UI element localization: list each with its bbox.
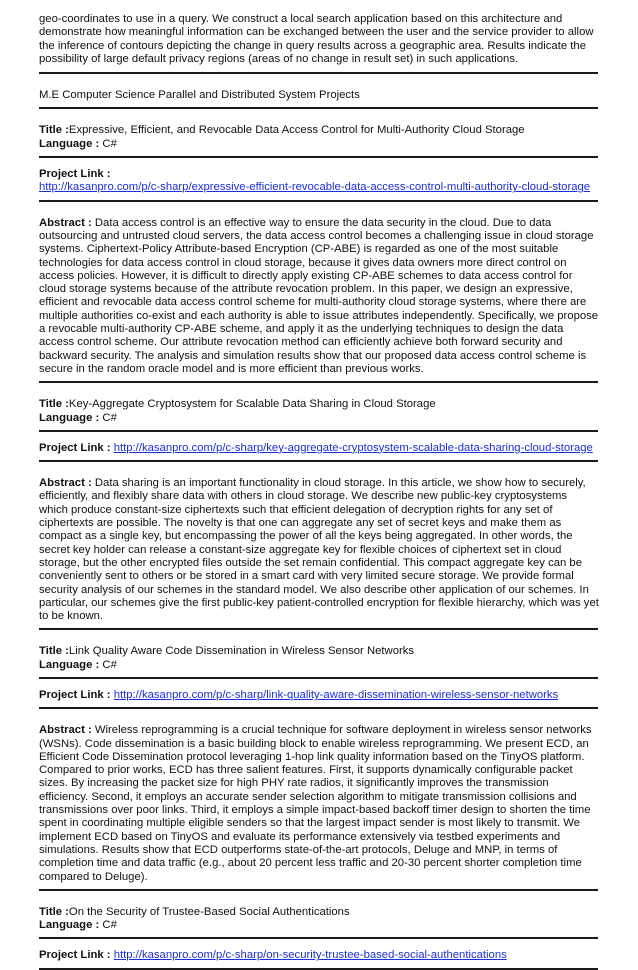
- document-page: [39, 13, 599, 970]
- intro-paragraph: geo-coordinates to use in a query. We construct a local search application based on this architecture and demonstrate how meaningful information can be exchanged between the user and the service provider to allow the inference of contours depicting the change in query results across a geographic area. Results indicate the possibility of large default privacy regions (areas of no change in result set) in such applications.: [39, 13, 594, 65]
- project-title-line: [39, 398, 599, 411]
- abstract-label: Abstract :: [39, 216, 92, 229]
- language-label: Language :: [39, 137, 100, 150]
- title-label: Title :: [39, 645, 69, 658]
- project-link[interactable]: http://kasanpro.com/p/c-sharp/expressive-efficient-revocable-data-access-control-multi-authority-cloud-storage: [39, 181, 591, 194]
- project-link-label: Project Link :: [39, 441, 111, 454]
- project-link-block: [39, 168, 599, 195]
- abstract-text: Data sharing is an important functionality in cloud storage. In this article, we show how to securely, efficiently, and flexibly share data with others in cloud storage. We describe new public-key cryptosystems which produce constant-size ciphertexts such that efficient delegation of decryption rights for any set of ciphertexts are possible. The novelty is that one can aggregate any set of secret keys and make them as compact as a single key, but encompassing the power of all the keys being aggregated. In other words, the secret key holder can release a constant-size aggregate key for flexible choices of ciphertext set in cloud storage, but the other encrypted files outside the set remain confidential. This compact aggregate key can be conveniently sent to others or be stored in a smart card with very limited secure storage. We provide formal security analysis of our schemes in the standard model. We also describe other application of our schemes. In particular, our schemes give the first public-key patient-controlled encryption for flexible hierarchy, which was yet to be known.: [39, 477, 599, 623]
- project-abstract: [39, 724, 599, 884]
- project-title-line: [39, 124, 599, 137]
- project-title: Link Quality Aware Code Dissemination in Wireless Sensor Networks: [68, 645, 415, 658]
- project-language-line: [39, 919, 599, 932]
- language-label: Language :: [39, 658, 100, 671]
- project-title-line: [39, 645, 599, 658]
- project-link[interactable]: http://kasanpro.com/p/c-sharp/on-security-trustee-based-social-authentications: [113, 949, 507, 962]
- title-label: Title :: [39, 905, 69, 918]
- project-link[interactable]: http://kasanpro.com/p/c-sharp/key-aggregate-cryptosystem-scalable-data-sharing-cloud-storage: [113, 441, 593, 454]
- abstract-text: Data access control is an effective way to ensure the data security in the cloud. Due to data outsourcing and untrusted cloud servers, the data access control becomes a challenging issue in cloud storage systems. Ciphertext-Policy Attribute-based Encryption (CP-ABE) is regarded as one of the most suitable technologies for data access control in cloud storage, because it gives data owners more direct control on access policies. However, it is difficult to directly apply existing CP-ABE schemes to data access control for cloud storage systems because of the attribute revocation problem. In this paper, we design an expressive, efficient and revocable data access control scheme for multi-authority cloud storage systems, where there are multiple authorities co-exist and each authority is able to issue attributes independently. Specifically, we propose a revocable multi-authority CP-ABE scheme, and apply it as the underlying techniques to design the data access control scheme. Our attribute revocation method can efficiently achieve both forward security and backward security. The analysis and simulation results show that our proposed data access control scheme is secure in the random oracle model and is more efficient than previous works.: [39, 216, 599, 375]
- divider: [39, 968, 598, 970]
- language-label: Language :: [39, 411, 100, 424]
- project-language: C#: [102, 919, 117, 932]
- project-title-block: [39, 124, 599, 151]
- project-title-block: [39, 645, 599, 672]
- project-language-line: [39, 412, 599, 425]
- title-label: Title :: [39, 398, 69, 411]
- project-link-label: Project Link :: [39, 688, 111, 701]
- project-language: C#: [102, 658, 117, 671]
- project-language-line: [39, 138, 599, 151]
- project-title: On the Security of Trustee-Based Social Authentications: [68, 905, 350, 918]
- title-label: Title :: [39, 124, 69, 137]
- abstract-label: Abstract :: [39, 477, 92, 490]
- project-abstract: [39, 477, 599, 623]
- abstract-text: Wireless reprogramming is a crucial technique for software deployment in wireless sensor networks (WSNs). Code dissemination is a basic building block to enable wireless reprogramming. We present ECD, an Efficient Code Dissemination protocol leveraging 1-hop link quality information based on the TinyOS platform. Compared to prior works, ECD has three salient features. First, it supports dynamically configurable packet sizes. By increasing the packet size for high PHY rate radios, it significantly improves the transmission efficiency. Second, it employs an accurate sender selection algorithm to mitigate transmission collisions and transmissions over poor links. Third, it employs a simple impact-based backoff timer design to shorten the time spent in coordinating multiple eligible senders so that the largest impact sender is most likely to transmit. We implement ECD based on TinyOS and evaluate its performance extensively via testbed experiments and simulations. Results show that ECD outperforms state-of-the-art protocols, Deluge and MNP, in terms of completion time and data traffic (e.g., about 20 percent less traffic and 20-30 percent shorter completion time compared to Deluge).: [39, 724, 592, 883]
- project-abstract: [39, 217, 599, 377]
- project-language-line: [39, 659, 599, 672]
- project-language: C#: [102, 137, 117, 150]
- project-link-label: Project Link :: [39, 949, 111, 962]
- language-label: Language :: [39, 919, 100, 932]
- project-link-block: [39, 442, 599, 455]
- project-title-block: [39, 906, 599, 933]
- project-title: Key-Aggregate Cryptosystem for Scalable Data Sharing in Cloud Storage: [68, 398, 436, 411]
- project-title: Expressive, Efficient, and Revocable Data Access Control for Multi-Authority Cloud Storage: [68, 124, 525, 137]
- project-title-line: [39, 906, 599, 919]
- project-link[interactable]: http://kasanpro.com/p/c-sharp/link-quality-aware-dissemination-wireless-sensor-networks: [113, 688, 559, 701]
- section-heading: M.E Computer Science Parallel and Distributed System Projects: [39, 89, 360, 102]
- project-link-block: [39, 689, 599, 702]
- abstract-label: Abstract :: [39, 724, 92, 737]
- project-link-block: [39, 949, 599, 962]
- project-language: C#: [102, 411, 117, 424]
- project-title-block: [39, 398, 599, 425]
- project-link-label: Project Link :: [39, 168, 111, 181]
